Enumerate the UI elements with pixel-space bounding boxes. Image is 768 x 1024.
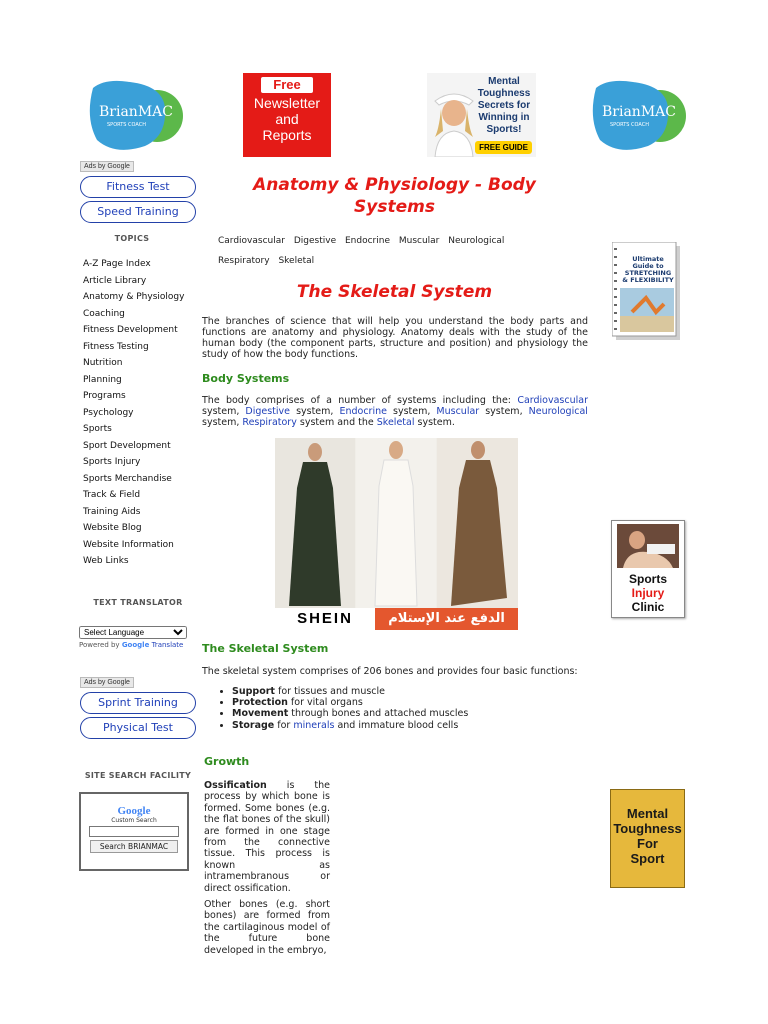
topic-link[interactable]: Sports Merchandise — [83, 473, 172, 484]
topic-link[interactable]: Sports Injury — [83, 457, 141, 467]
subnav-link[interactable]: Skeletal — [278, 256, 315, 266]
body-systems-paragraph: The body comprises of a number of systems including the: Cardiovascular system, Digestive system, Endocrine system, Muscular system, Neurological system, Respiratory system and the Skeletal system. — [202, 395, 588, 428]
dresses-photo — [275, 438, 518, 608]
topic-link[interactable]: Fitness Development — [83, 325, 178, 335]
link-neurological[interactable]: Neurological — [528, 406, 588, 417]
svg-text:BrianMAC: BrianMAC — [99, 104, 173, 120]
ad-speed-training-button[interactable]: Speed Training — [80, 201, 196, 223]
svg-text:SPORTS COACH: SPORTS COACH — [610, 122, 649, 128]
newsletter-banner[interactable] — [243, 73, 331, 157]
google-wordmark: Google — [121, 641, 150, 649]
mtfs-line2: Toughness — [613, 821, 682, 836]
subnav-link[interactable]: Cardiovascular — [218, 236, 285, 246]
link-muscular[interactable]: Muscular — [436, 406, 480, 417]
ad-sprint-training-button[interactable]: Sprint Training — [80, 692, 196, 714]
topic-link[interactable]: Sport Development — [83, 440, 171, 451]
search-input[interactable] — [89, 826, 179, 837]
link-endocrine[interactable]: Endocrine — [339, 406, 387, 417]
page-title-line1: Anatomy & Physiology - Body — [253, 175, 536, 195]
topic-link[interactable]: Article Library — [83, 275, 147, 286]
link-cardiovascular[interactable]: Cardiovascular — [517, 395, 588, 406]
brianmac-logo-shape — [85, 78, 185, 153]
subnav-link[interactable]: Neurological — [448, 236, 505, 246]
function-item: • Movement through bones and attached muscles — [232, 708, 586, 719]
page-title-line2: Systems — [354, 197, 435, 217]
topic-link[interactable]: Web Links — [83, 556, 129, 566]
topic-link[interactable]: Nutrition — [83, 358, 123, 368]
sports-line1: Sports — [628, 572, 667, 586]
topics-heading: TOPICS — [114, 234, 150, 243]
subnav-link[interactable]: Endocrine — [344, 236, 390, 246]
mental-toughness-ad[interactable] — [427, 73, 536, 157]
link-minerals[interactable]: minerals — [293, 719, 335, 731]
mtfs-line4: Sport — [630, 851, 665, 866]
newsletter-line2: and — [275, 111, 299, 127]
svg-text:BrianMAC: BrianMAC — [602, 104, 676, 120]
body-systems-heading: Body Systems — [202, 372, 290, 385]
mtfs-line1: Mental — [626, 806, 669, 821]
svg-text:SPORTS COACH: SPORTS COACH — [107, 122, 146, 128]
mtfs-line3: For — [637, 836, 658, 851]
ad-physical-test-button[interactable]: Physical Test — [80, 717, 196, 739]
topic-link[interactable]: Sports — [83, 424, 112, 434]
intro-paragraph: The branches of science that will help you understand the body parts and functions are anatomy and physiology. Anatomy deals with the study of the human body (the component parts, structure and position) and physiology the study of how the body functions. — [202, 316, 588, 360]
other-bones-paragraph: Other bones (e.g. short bones) are formed from the cartilaginous model of the future bone developed in the embryo, — [204, 899, 330, 956]
topic-link[interactable]: Website Blog — [83, 523, 142, 533]
athlete-photo — [429, 79, 479, 157]
shein-brand: SHEIN — [275, 608, 375, 630]
stretching-book[interactable] — [612, 242, 682, 342]
mental-toughness-book-ad[interactable] — [610, 789, 685, 888]
site-search-box — [79, 792, 189, 871]
translator-heading: TEXT TRANSLATOR — [93, 598, 183, 607]
ossification-paragraph: Ossification is the process by which bone is formed. Some bones (e.g. the flat bones of the skull) are formed in one stage from the connective tissue. This process is known as intramembranous or direct ossification. — [204, 780, 330, 894]
newsletter-free-label: Free — [261, 77, 313, 93]
topic-link[interactable]: Training Aids — [83, 506, 141, 517]
subnav-link[interactable]: Muscular — [398, 236, 440, 246]
shein-bar — [275, 608, 518, 630]
page-title — [202, 174, 587, 218]
search-button[interactable]: Search BRIANMAC — [90, 840, 178, 853]
skeletal-system-heading: The Skeletal System — [202, 642, 329, 655]
ads-by-google-label[interactable]: Ads by Google — [80, 161, 134, 172]
translate-link[interactable]: Translate — [151, 641, 184, 649]
topic-link[interactable]: Psychology — [83, 407, 134, 418]
topics-nav — [83, 256, 203, 570]
link-skeletal[interactable]: Skeletal — [376, 417, 415, 428]
skeletal-paragraph: The skeletal system comprises of 206 bones and provides four basic functions: — [202, 666, 578, 677]
clinic-photo — [617, 524, 679, 568]
newsletter-line1: Newsletter — [253, 95, 321, 111]
link-respiratory[interactable]: Respiratory — [242, 417, 297, 428]
ad-fitness-test-button[interactable]: Fitness Test — [80, 176, 196, 198]
language-select[interactable] — [79, 626, 187, 639]
brianmac-logo-left[interactable] — [85, 78, 185, 153]
topic-link[interactable]: Anatomy & Physiology — [83, 292, 185, 302]
subnav-link[interactable]: Respiratory — [218, 256, 270, 266]
google-logo: Google — [117, 805, 151, 817]
topic-link[interactable]: Programs — [83, 391, 126, 401]
shein-ad[interactable] — [275, 438, 518, 630]
topic-link[interactable]: A-Z Page Index — [83, 259, 151, 269]
sports-line3: Clinic — [631, 600, 665, 614]
function-item: • Protection for vital organs — [232, 697, 586, 708]
growth-heading: Growth — [204, 755, 250, 768]
shein-tagline: الدفع عند الإستلام — [375, 608, 518, 630]
function-item: • Storage for minerals and immature blood cells — [232, 720, 586, 731]
topic-link[interactable]: Planning — [83, 374, 122, 385]
translator-powered: Powered by Google Translate — [79, 641, 184, 649]
mental-ad-text: Mental Toughness Secrets for Winning in Sports! — [477, 76, 531, 135]
topic-link[interactable]: Website Information — [83, 539, 174, 550]
topic-link[interactable]: Track & Field — [83, 490, 141, 500]
subnav-link[interactable]: Digestive — [293, 236, 337, 246]
free-guide-badge[interactable]: FREE GUIDE — [475, 141, 532, 154]
topic-link[interactable]: Fitness Testing — [83, 341, 149, 352]
sports-line2: Injury — [631, 586, 665, 600]
translator-widget — [79, 620, 187, 649]
site-search-heading: SITE SEARCH FACILITY — [84, 771, 192, 780]
sports-injury-clinic-ad[interactable] — [611, 520, 685, 618]
topic-link[interactable]: Coaching — [83, 308, 125, 319]
link-digestive[interactable]: Digestive — [245, 406, 291, 417]
functions-list — [216, 686, 586, 731]
subnav-row2 — [218, 256, 320, 266]
section-heading: The Skeletal System — [296, 282, 493, 302]
subnav-row1 — [218, 236, 510, 246]
newsletter-line3: Reports — [262, 127, 312, 143]
custom-search-label: Custom Search — [111, 817, 157, 824]
ads-by-google-label-2[interactable]: Ads by Google — [80, 677, 134, 688]
function-item: • Support for tissues and muscle — [232, 686, 586, 697]
book-title: Ultimate Guide to STRETCHING & FLEXIBILITY — [622, 255, 674, 284]
brianmac-logo-shape-right — [588, 78, 688, 153]
brianmac-logo-right[interactable] — [588, 78, 688, 153]
